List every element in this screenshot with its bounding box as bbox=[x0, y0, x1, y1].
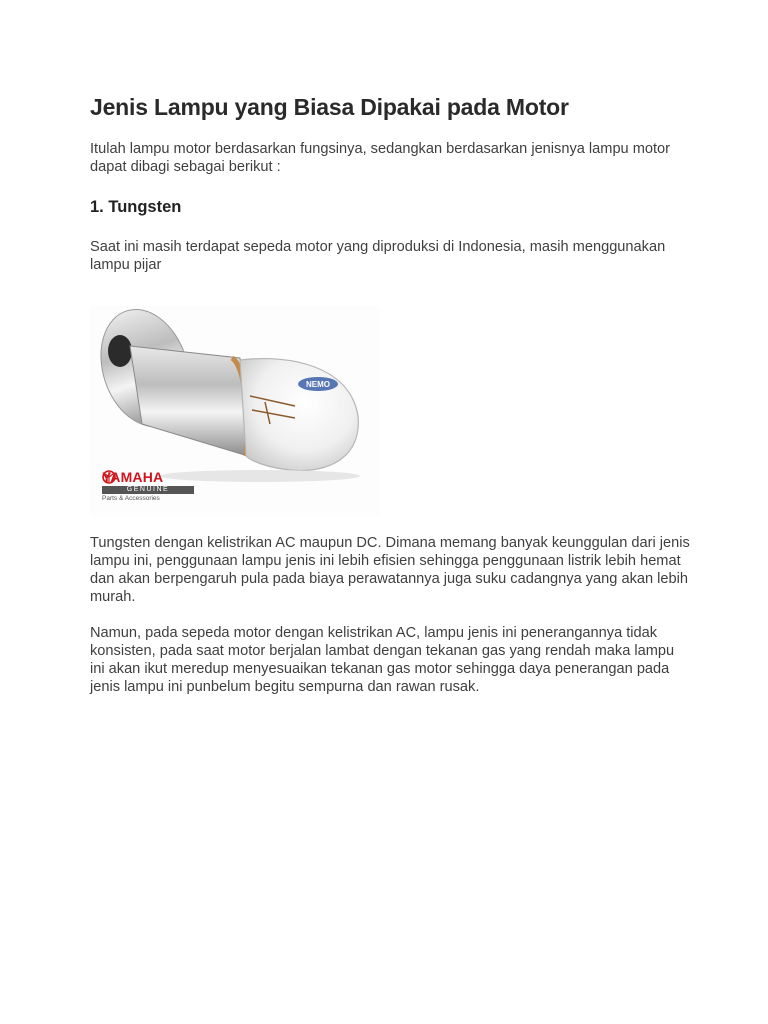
section-paragraph-2: Tungsten dengan kelistrikan AC maupun DC. Dimana memang banyak keunggulan dari jenis lampu ini, penggunaan lampu jenis ini lebih efisien sehingga penggunaan listrik lebih hemat dan akan berpengaruh pula pada biaya perawatannya juga suku cadangnya yang akan lebih murah. bbox=[90, 535, 690, 605]
brand-name: YAMAHA bbox=[102, 469, 164, 485]
section-title: 1. Tungsten bbox=[90, 198, 182, 216]
bulb-image bbox=[90, 306, 380, 516]
bulb-label-text: NEMO bbox=[306, 380, 330, 389]
section-paragraph-3: Namun, pada sepeda motor dengan kelistrikan AC, lampu jenis ini penerangannya tidak konsisten, pada saat motor berjalan lambat dengan tekanan gas yang rendah maka lampu ini akan ikut meredup menyesuaikan tekanan gas motor sehingga daya penerangan pada jenis lampu ini punbelum begitu sempurna dan rawan rusak. bbox=[90, 625, 675, 695]
brand-logo bbox=[102, 470, 202, 503]
intro-paragraph: Itulah lampu motor berdasarkan fungsinya, sedangkan berdasarkan jenisnya lampu motor dapat dibagi sebagai berikut : bbox=[90, 141, 671, 175]
brand-genuine: GENUINE bbox=[102, 486, 194, 494]
section-paragraph-1: Saat ini masih terdapat sepeda motor yang diproduksi di Indonesia, masih menggunakan lampu pijar bbox=[90, 239, 666, 273]
bulb-glass bbox=[240, 359, 358, 471]
article-body bbox=[90, 92, 690, 696]
brand-sub: Parts & Accessories bbox=[102, 495, 160, 502]
bulb-metal-body bbox=[130, 346, 248, 456]
bulb-base-cap bbox=[108, 335, 132, 367]
page-title: Jenis Lampu yang Biasa Dipakai pada Motor bbox=[90, 94, 569, 120]
tuning-fork-icon bbox=[102, 470, 116, 484]
